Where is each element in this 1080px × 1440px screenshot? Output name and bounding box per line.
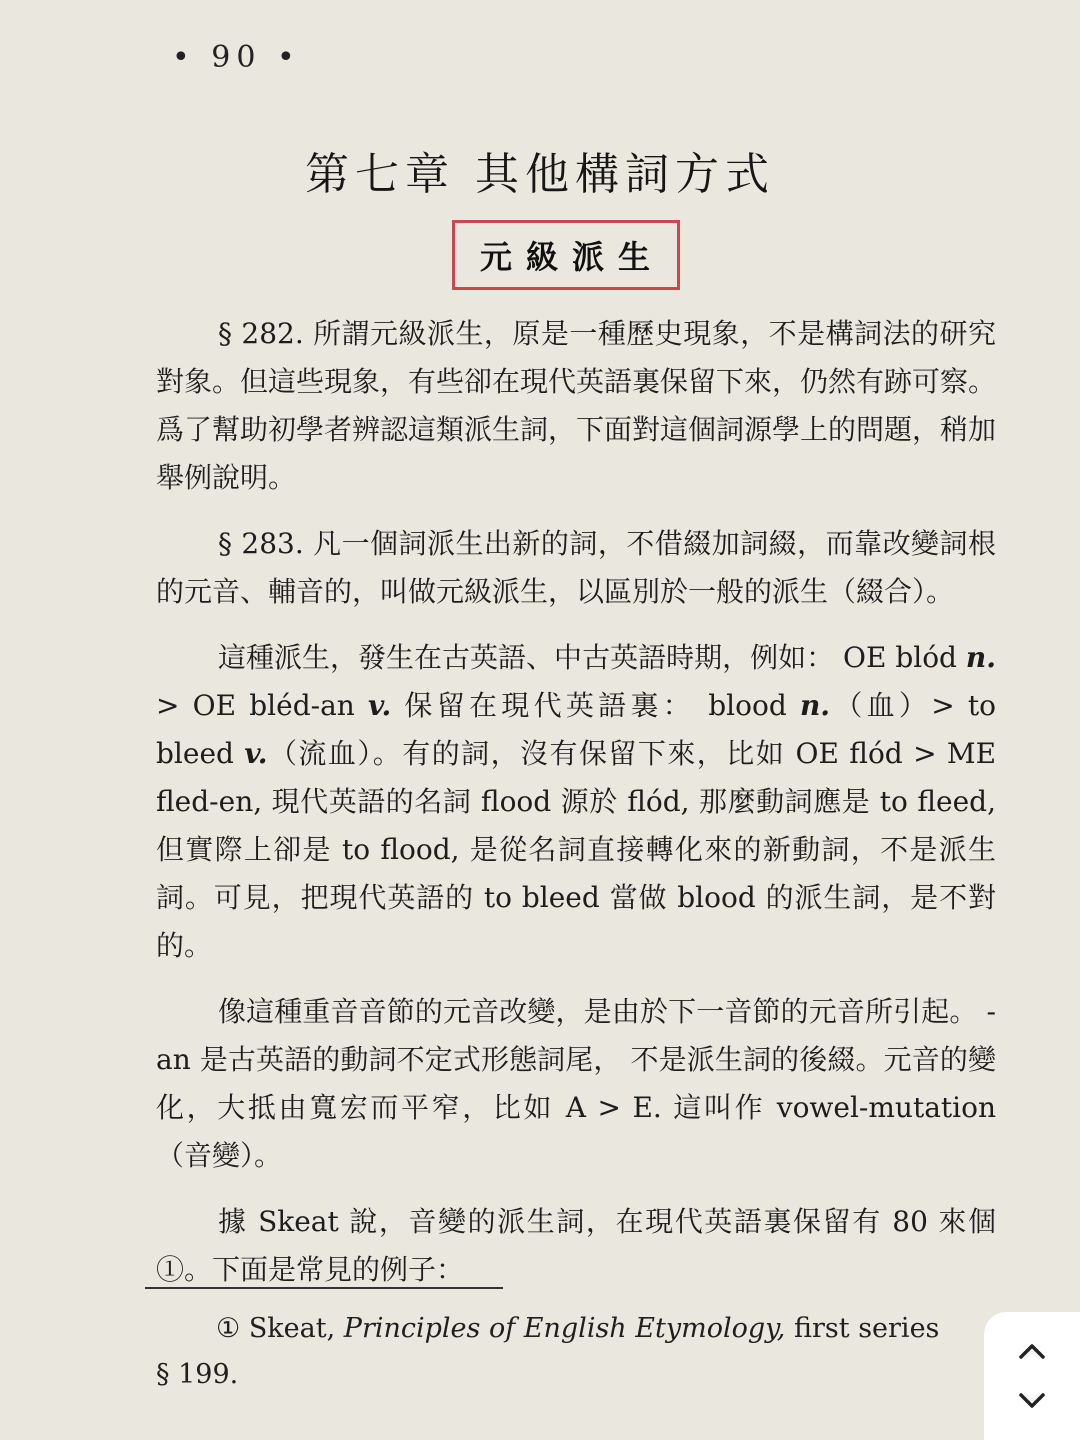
paragraph-282: § 282. 所謂元級派生，原是一種歷史現象，不是構詞法的研究對象。但這些現象，有些卻在現代英語裏保留下來，仍然有跡可察。爲了幫助初學者辨認這類派生詞，下面對這個詞源學上的問題，稍加舉例說明。 <box>156 317 997 494</box>
footnote <box>156 1306 1076 1398</box>
scroll-controls <box>984 1312 1080 1440</box>
chevron-down-icon <box>1017 1391 1047 1411</box>
scroll-down-button[interactable] <box>1010 1383 1054 1419</box>
section-heading: 元級派生 <box>479 238 664 276</box>
footnote-section: § 199. <box>156 1359 239 1390</box>
pos-abbrev: n. <box>965 641 996 674</box>
paragraph-examples <box>156 634 996 970</box>
scroll-up-button[interactable] <box>1010 1333 1054 1369</box>
text-run: 這種派生，發生在古英語、中古英語時期，例如： OE blód <box>218 641 966 674</box>
text-run: （血）> to bleed <box>156 689 996 770</box>
text-run: 保留在現代英語裏： blood <box>391 689 800 722</box>
pos-abbrev: n. <box>799 689 831 722</box>
chapter-title: 第七章 其他構詞方式 <box>305 149 775 200</box>
body-text <box>156 310 996 1300</box>
pos-abbrev: v. <box>368 689 392 722</box>
footnote-series: first series <box>793 1313 940 1344</box>
chevron-up-icon <box>1017 1341 1047 1361</box>
footnote-marker: ① <box>216 1313 241 1344</box>
paragraph-283: § 283. 凡一個詞派生出新的詞，不借綴加詞綴，而靠改變詞根的元音、輔音的，叫做元級派生，以區別於一般的派生（綴合）。 <box>156 527 996 608</box>
text-run: （流血）。有的詞，沒有保留下來，比如 OE flód > ME fled-en, 現代英語的名詞 flood 源於 flód, 那麼動詞應是 to fleed, 但實際上卻是 to flood, 是從名詞直接轉化來的新動詞，不是派生詞。可見，把現代英語的 to bleed 當做 blood 的派生詞，是不對的。 <box>156 737 997 962</box>
footnote-author: Skeat, <box>248 1313 336 1344</box>
text-run: > OE bléd-an <box>156 689 368 722</box>
footnote-divider <box>145 1287 503 1289</box>
page-number: • 90 • <box>172 40 301 75</box>
section-heading-highlight <box>452 220 680 290</box>
footnote-book-title: Principles of English Etymology, <box>343 1313 786 1344</box>
paragraph-vowel-mutation: 像這種重音音節的元音改變，是由於下一音節的元音所引起。 -an 是古英語的動詞不定式形態詞尾， 不是派生詞的後綴。元音的變化，大抵由寬宏而平窄，比如 A > E. 這叫作 vowel-mutation（音變）。 <box>156 995 996 1172</box>
pos-abbrev: v. <box>244 737 268 770</box>
paragraph-skeat: 據 Skeat 說，音變的派生詞，在現代英語裏保留有 80 來個①。下面是常見的例子： <box>156 1205 996 1286</box>
footnote-line <box>156 1306 1076 1352</box>
